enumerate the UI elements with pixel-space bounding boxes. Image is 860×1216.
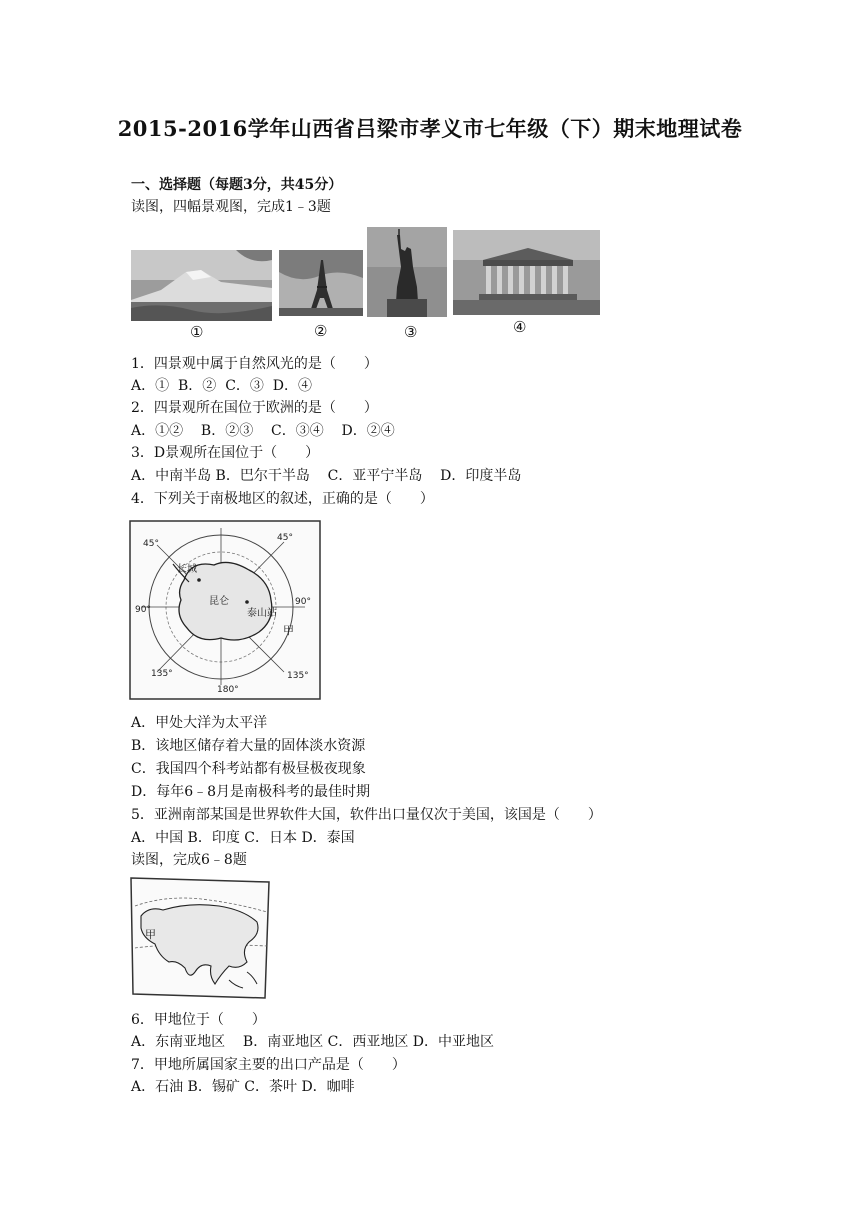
page-title: 2015-2016学年山西省吕梁市孝义市七年级（下）期末地理试卷 — [117, 116, 743, 141]
map1-label-45e: 45° — [277, 533, 293, 543]
photo-parthenon — [453, 230, 600, 315]
map1-label-135w: 135° — [151, 669, 173, 679]
photo-caption-2: ② — [314, 322, 328, 340]
question-5-options: A．中国 B．印度 C．日本 D．泰国 — [131, 830, 355, 846]
photo-mountain — [131, 250, 272, 321]
question-5: 5．亚洲南部某国是世界软件大国，软件出口量仅次于美国，该国是（ ） — [131, 807, 602, 823]
question-1-options: A．① B．② C．③ D．④ — [131, 378, 313, 394]
photo-caption-1: ① — [190, 323, 204, 341]
question-2: 2．四景观所在国位于欧洲的是（ ） — [131, 400, 378, 416]
map1-label-180: 180° — [217, 685, 239, 695]
intro-6-8: 读图，完成6﹣8题 — [131, 852, 247, 868]
question-7: 7．甲地所属国家主要的出口产品是（ ） — [131, 1057, 406, 1073]
map1-label-jia: 甲 — [283, 624, 294, 637]
question-4-option-d: D．每年6﹣8月是南极科考的最佳时期 — [131, 784, 371, 800]
map1-label-90e: 90° — [295, 597, 311, 607]
question-7-options: A．石油 B．锡矿 C．茶叶 D．咖啡 — [131, 1079, 355, 1095]
map1-label-changcheng: 长城 — [177, 564, 197, 575]
question-2-options: A．①② B．②③ C．③④ D．②④ — [131, 423, 395, 439]
photo-eiffel-tower — [279, 250, 363, 316]
question-3-options: A．中南半岛 B．巴尔干半岛 C．亚平宁半岛 D．印度半岛 — [131, 468, 522, 484]
question-3: 3．D景观所在国位于（ ） — [131, 445, 320, 461]
intro-1-3: 读图，四幅景观图，完成1﹣3题 — [131, 199, 331, 215]
antarctica-map — [129, 520, 323, 702]
question-4-option-b: B．该地区储存着大量的固体淡水资源 — [131, 738, 366, 754]
question-6: 6．甲地位于（ ） — [131, 1012, 266, 1028]
photo-statue-of-liberty — [367, 227, 447, 317]
map1-label-kunlun: 昆仑 — [209, 596, 229, 607]
map1-label-135e: 135° — [287, 671, 309, 681]
map2-label-jia: 甲 — [145, 928, 156, 941]
question-4: 4．下列关于南极地区的叙述，正确的是（ ） — [131, 491, 434, 507]
map1-label-45w: 45° — [143, 539, 159, 549]
question-4-option-c: C．我国四个科考站都有极昼极夜现象 — [131, 761, 366, 777]
map1-label-90w: 90° — [135, 605, 151, 615]
section-heading: 一、选择题（每题3分，共45分） — [131, 177, 343, 193]
map1-label-taishan: 泰山站 — [247, 608, 277, 619]
question-1: 1．四景观中属于自然风光的是（ ） — [131, 356, 378, 372]
photo-caption-3: ③ — [404, 323, 418, 341]
question-4-option-a: A．甲处大洋为太平洋 — [131, 715, 268, 731]
question-6-options: A．东南亚地区 B．南亚地区 C．西亚地区 D．中亚地区 — [131, 1034, 495, 1050]
photo-caption-4: ④ — [513, 318, 527, 336]
asia-map — [129, 876, 271, 1000]
